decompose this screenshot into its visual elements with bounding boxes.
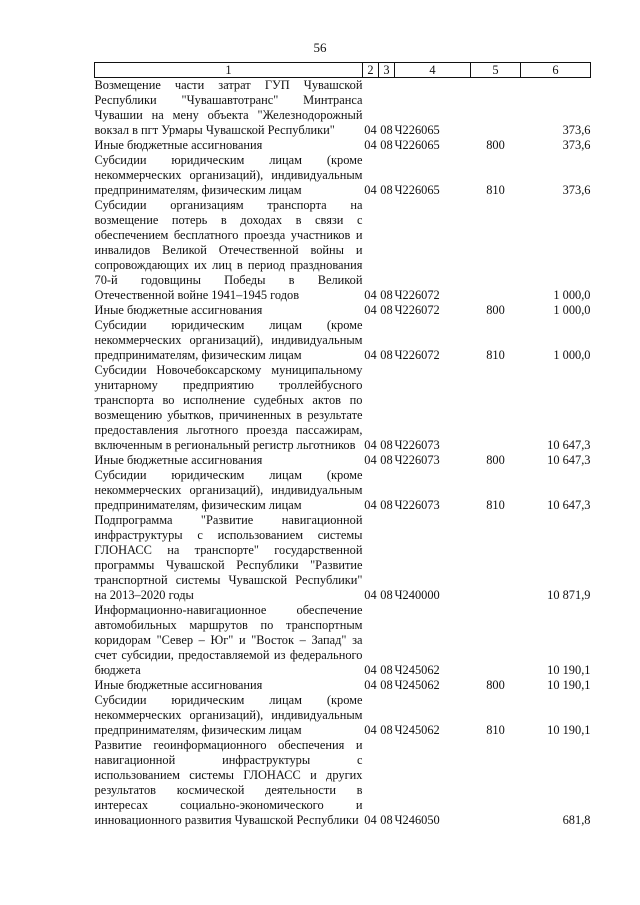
row-subsection: 08 <box>380 123 393 137</box>
row-subsection: 08 <box>380 183 393 197</box>
row-expense-type: 800 <box>486 303 505 317</box>
row-name: Субсидии юридическим лицам (кроме некоммерческих организаций), индивидуальным предпринимателям, физическим лицам <box>94 468 363 512</box>
row-section: 04 <box>364 453 377 467</box>
row-expense-type <box>471 363 521 453</box>
row-expense-type: 810 <box>486 348 505 362</box>
row-target-article: Ч226065 <box>394 138 440 152</box>
table-row <box>95 78 591 139</box>
table-row <box>95 513 591 603</box>
row-subsection: 08 <box>380 138 393 152</box>
row-amount: 1 000,0 <box>553 348 591 362</box>
row-amount: 10 647,3 <box>547 498 591 512</box>
row-name: Возмещение части затрат ГУП Чувашской Республики "Чувашавтотранс" Минтранса Чувашии на мену объекта "Железнодорожный вокзал в пгт Урмары Чувашской Республики" <box>94 78 363 137</box>
row-amount: 10 871,9 <box>547 588 591 602</box>
row-section: 04 <box>364 588 377 602</box>
row-section: 04 <box>364 678 377 692</box>
row-expense-type <box>471 513 521 603</box>
row-target-article: Ч226073 <box>394 453 440 467</box>
page-number: 56 <box>313 40 327 55</box>
header-col-6: 6 <box>521 63 591 78</box>
row-name: Развитие геоинформационного обеспечения и навигационной инфраструктуры с использованием системы ГЛОНАСС и других результатов космической деятельности в интересах социально-экономического и инновационного развития Чувашской Республики <box>94 738 363 827</box>
row-subsection: 08 <box>380 288 393 302</box>
header-col-2: 2 <box>363 63 379 78</box>
row-expense-type <box>471 738 521 828</box>
row-name: Субсидии организациям транспорта на возмещение потерь в доходах в связи с обеспечением бесплатного проезда участников и инвалидов Великой Отечественной войны и сопровождающих их лиц в период празднования 70-й годовщины Победы в Великой Отечественной войне 1941–1945 годов <box>94 198 363 302</box>
budget-table <box>94 62 591 828</box>
row-amount: 10 190,1 <box>547 723 591 737</box>
table-row <box>95 468 591 513</box>
row-subsection: 08 <box>380 588 393 602</box>
row-expense-type: 800 <box>486 138 505 152</box>
row-name: Субсидии Новочебоксарскому муниципальному унитарному предприятию троллейбусного транспорта во исполнение судебных актов по возмещению убытков, причиненных в результате предоставления льготного проезда пассажирам, включенным в региональный регистр льготников <box>94 363 363 452</box>
row-name: Иные бюджетные ассигнования <box>94 138 263 152</box>
row-name: Иные бюджетные ассигнования <box>94 453 263 467</box>
row-section: 04 <box>364 813 377 827</box>
table-row <box>95 693 591 738</box>
row-name: Информационно-навигационное обеспечение автомобильных маршрутов по транспортным коридорам "Север – Юг" и "Восток – Запад" за счет субсидии, предоставляемой из федерального бюджета <box>94 603 363 677</box>
row-section: 04 <box>364 183 377 197</box>
row-name: Иные бюджетные ассигнования <box>94 303 263 317</box>
row-expense-type: 810 <box>486 183 505 197</box>
row-subsection: 08 <box>380 663 393 677</box>
row-target-article: Ч245062 <box>394 723 440 737</box>
row-target-article: Ч226072 <box>394 348 440 362</box>
row-amount: 1 000,0 <box>553 288 591 302</box>
row-subsection: 08 <box>380 453 393 467</box>
row-expense-type: 800 <box>486 678 505 692</box>
row-amount: 373,6 <box>562 138 591 152</box>
row-subsection: 08 <box>380 813 393 827</box>
row-expense-type <box>471 198 521 303</box>
table-row <box>95 363 591 453</box>
row-target-article: Ч226072 <box>394 288 440 302</box>
row-section: 04 <box>364 498 377 512</box>
row-subsection: 08 <box>380 303 393 317</box>
row-amount: 10 647,3 <box>547 438 591 452</box>
table-row <box>95 318 591 363</box>
row-expense-type: 810 <box>486 498 505 512</box>
table-header-row <box>95 63 591 78</box>
row-target-article: Ч226065 <box>394 123 440 137</box>
row-amount: 373,6 <box>562 123 591 137</box>
row-section: 04 <box>364 438 377 452</box>
row-target-article: Ч245062 <box>394 663 440 677</box>
row-target-article: Ч246050 <box>394 813 440 827</box>
table-row <box>95 603 591 678</box>
row-section: 04 <box>364 123 377 137</box>
row-target-article: Ч245062 <box>394 678 440 692</box>
row-expense-type: 810 <box>486 723 505 737</box>
table-row <box>95 453 591 468</box>
row-subsection: 08 <box>380 723 393 737</box>
table-row <box>95 738 591 828</box>
row-target-article: Ч226072 <box>394 303 440 317</box>
row-expense-type <box>471 78 521 139</box>
row-target-article: Ч226073 <box>394 438 440 452</box>
row-subsection: 08 <box>380 498 393 512</box>
row-target-article: Ч226073 <box>394 498 440 512</box>
row-name: Субсидии юридическим лицам (кроме некоммерческих организаций), индивидуальным предпринимателям, физическим лицам <box>94 318 363 362</box>
row-section: 04 <box>364 138 377 152</box>
row-target-article: Ч226065 <box>394 183 440 197</box>
header-col-1: 1 <box>95 63 363 78</box>
row-amount: 373,6 <box>562 183 591 197</box>
row-amount: 681,8 <box>562 813 591 827</box>
header-col-3: 3 <box>379 63 395 78</box>
table-row <box>95 153 591 198</box>
row-section: 04 <box>364 663 377 677</box>
row-section: 04 <box>364 348 377 362</box>
row-subsection: 08 <box>380 678 393 692</box>
row-amount: 10 190,1 <box>547 678 591 692</box>
row-name: Субсидии юридическим лицам (кроме некоммерческих организаций), индивидуальным предпринимателям, физическим лицам <box>94 153 363 197</box>
row-section: 04 <box>364 288 377 302</box>
row-name: Субсидии юридическим лицам (кроме некоммерческих организаций), индивидуальным предпринимателям, физическим лицам <box>94 693 363 737</box>
row-amount: 10 647,3 <box>547 453 591 467</box>
row-name: Подпрограмма "Развитие навигационной инфраструктуры с использованием системы ГЛОНАСС на транспорте" государственной программы Чувашской Республики "Развитие транспортной системы Чувашской Республики" на 2013–2020 годы <box>94 513 363 602</box>
header-col-5: 5 <box>471 63 521 78</box>
table-row <box>95 678 591 693</box>
row-target-article: Ч240000 <box>394 588 440 602</box>
table-row <box>95 138 591 153</box>
row-expense-type: 800 <box>486 453 505 467</box>
row-name: Иные бюджетные ассигнования <box>94 678 263 692</box>
row-subsection: 08 <box>380 438 393 452</box>
table-row <box>95 303 591 318</box>
row-section: 04 <box>364 723 377 737</box>
table-row <box>95 198 591 303</box>
row-subsection: 08 <box>380 348 393 362</box>
row-expense-type <box>471 603 521 678</box>
row-amount: 10 190,1 <box>547 663 591 677</box>
row-amount: 1 000,0 <box>553 303 591 317</box>
header-col-4: 4 <box>395 63 471 78</box>
row-section: 04 <box>364 303 377 317</box>
